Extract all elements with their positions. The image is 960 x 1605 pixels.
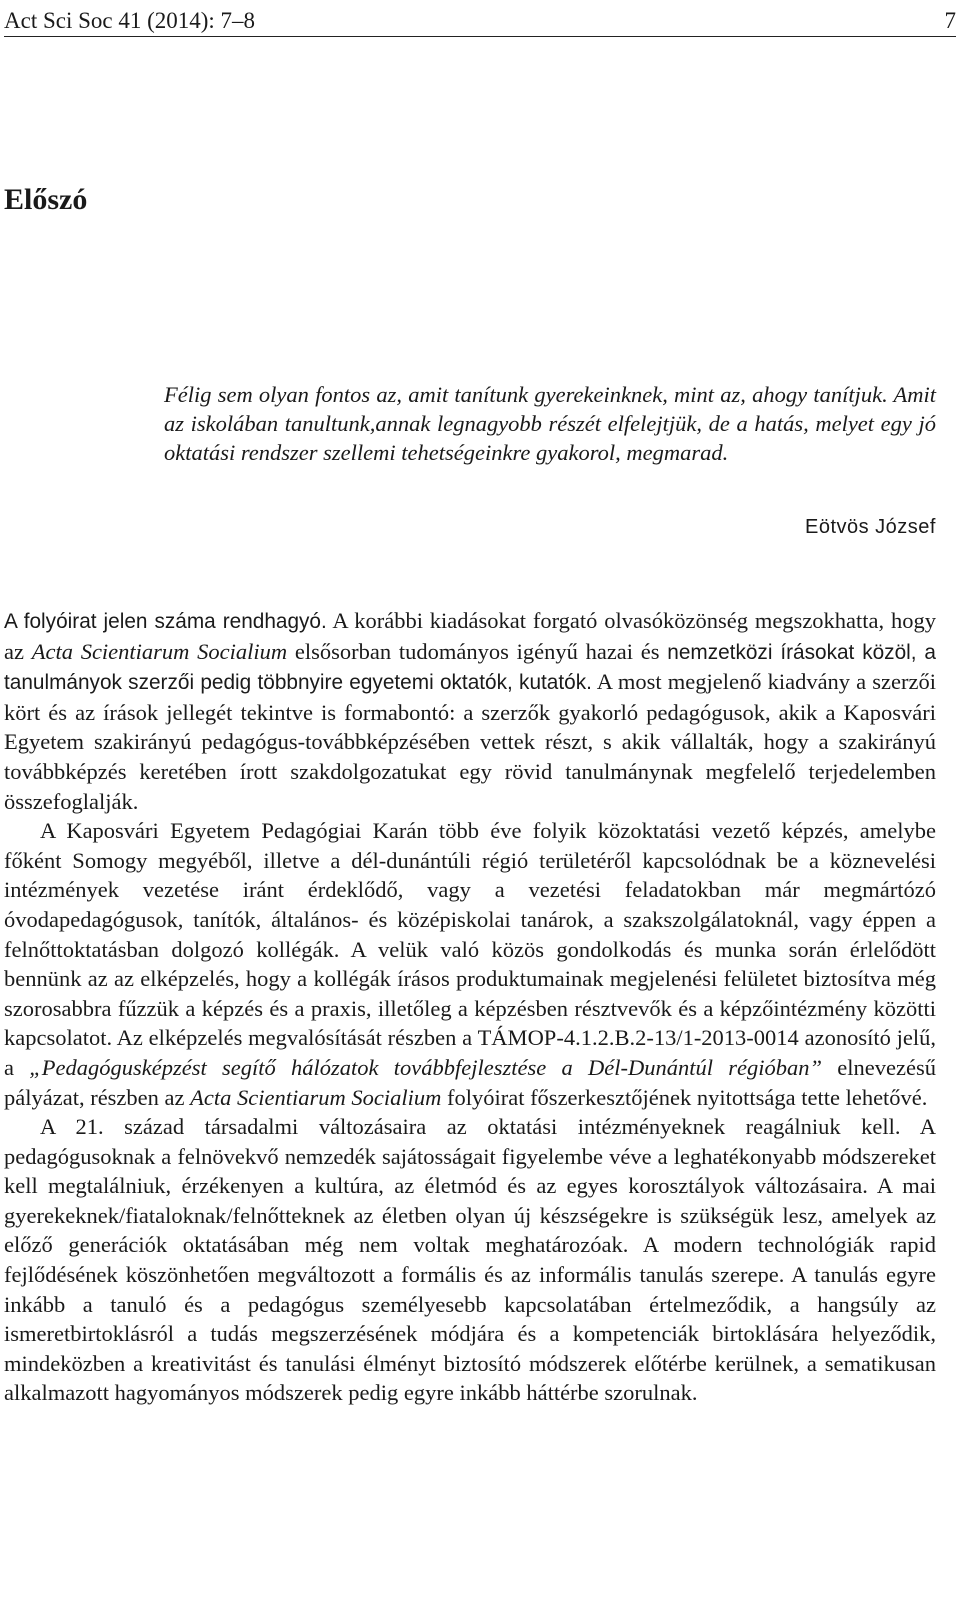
paragraph-2-text-c: folyóirat főszerkesztőjének nyitottsága tette lehetővé. xyxy=(441,1084,928,1110)
paragraph-1-opening: A folyóirat jelen száma rendhagyó. xyxy=(4,610,327,633)
paragraph-1 xyxy=(4,606,936,816)
paragraph-2-text-b: elnevezésű pályázat, részben az xyxy=(4,1054,936,1110)
paragraph-1-text-d: A most megjelenő kiadvány a szerzői kört és az írások jellegét tekintve is formabontó: a szerzők gyakorló pedagógusok, akik a Kaposvári Egyetem szakirányú pedagógus-továbbképzésében vettek részt, s akik vállalták, hogy a szakirányú továbbképzés keretében írott szakdolgozatukat egy rövid tanulmánynak megfelelő terjedelemben összefoglalják. xyxy=(4,669,936,814)
paragraph-2 xyxy=(4,816,936,1112)
paragraph-1-text-c: nemzetközi írásokat közöl, a tanulmányok szerzői pedig többnyire egyetemi oktatók, kutatók. xyxy=(4,640,936,695)
body-text xyxy=(4,606,936,1408)
paragraph-3: A 21. század társadalmi változásaira az oktatási intézményeknek reagálniuk kell. A pedagógusoknak a felnövekvő nemzedék sajátosságait figyelembe véve a leghatékonyabb módszereket kell megtalálniuk, érzékenyen a kultúra, az életmód és az egyes korosztályok változásaira. A mai gyerekeknek/fiataloknak/felnőtteknek az életben olyan új készségekre is szükségük lesz, amelyek az előző generációk oktatásában még nem voltak meghatározóak. A modern technológiák rapid fejlődésének köszönhetően megváltozott a formális és az informális tanulás szerepe. A tanulás egyre inkább a tanuló és a pedagógus személyesebb kapcsolatában értelmeződik, a hangsúly az ismeretbirtoklásról a tudás megszerzésének módjára és a kompetenciák birtoklására helyeződik, mindeközben a kreativitást és tanulási élményt biztosító módszerek előtérbe kerülnek, a sematikusan alkalmazott hagyományos módszerek pedig egyre inkább háttérbe szorulnak. xyxy=(4,1114,936,1406)
project-title-italic: „Pedagógusképzést segítő hálózatok továbbfejlesztése a Dél-Dunántúl régióban” xyxy=(29,1054,823,1080)
paragraph-1-text-a: A korábbi kiadásokat forgató olvasóközönség megszokhatta, hogy az xyxy=(4,608,936,664)
journal-name-italic: Acta Scientiarum Socialium xyxy=(31,638,288,664)
epigraph-author: Eötvös József xyxy=(804,516,936,538)
page-number: 7 xyxy=(944,8,956,33)
journal-reference: Act Sci Soc 41 (2014): 7–8 xyxy=(4,8,256,33)
journal-name-italic-2: Acta Scientiarum Socialium xyxy=(190,1084,442,1110)
running-header xyxy=(4,2,956,37)
epigraph-quote: Félig sem olyan fontos az, amit tanítunk gyerekeinknek, mint az, ahogy tanítjuk. Amit az iskolában tanultunk,annak legnagyobb részét elfelejtjük, de a hatás, melyet egy jó oktatási rendszer szellemi tehetségeinkre gyakorol, megmarad. xyxy=(164,382,936,465)
page-title: Előszó xyxy=(4,183,88,216)
paragraph-1-text-b: elsősorban tudományos igényű hazai és xyxy=(287,638,668,664)
paragraph-2-text-a: A Kaposvári Egyetem Pedagógiai Karán több éve folyik közoktatási vezető képzés, amelybe főként Somogy megyéből, illetve a dél-dunántúli régió területéről kapcsolódnak be a köznevelési intézmények vezetése iránt érdeklődő, vagy a vezetési feladatokban már megmártózó óvodapedagógusok, tanítók, általános- és középiskolai tanárok, a szakszolgálatoknál, vagy éppen a felnőttoktatásban dolgozó kollégák. A velük való közös gondolkodás és munka során érlelődött bennünk az az elképzelés, hogy a kollégák írásos produktumainak megjelenési felületet biztosítva még szorosabbra fűzzük a képzés és a praxis, illetőleg a képzésben résztvevők és a képzőintézmény közötti kapcsolatot. Az elképzelés megvalósítását részben a TÁMOP-4.1.2.B.2-13/1-2013-0014 azonosító jelű, a xyxy=(4,818,936,1080)
